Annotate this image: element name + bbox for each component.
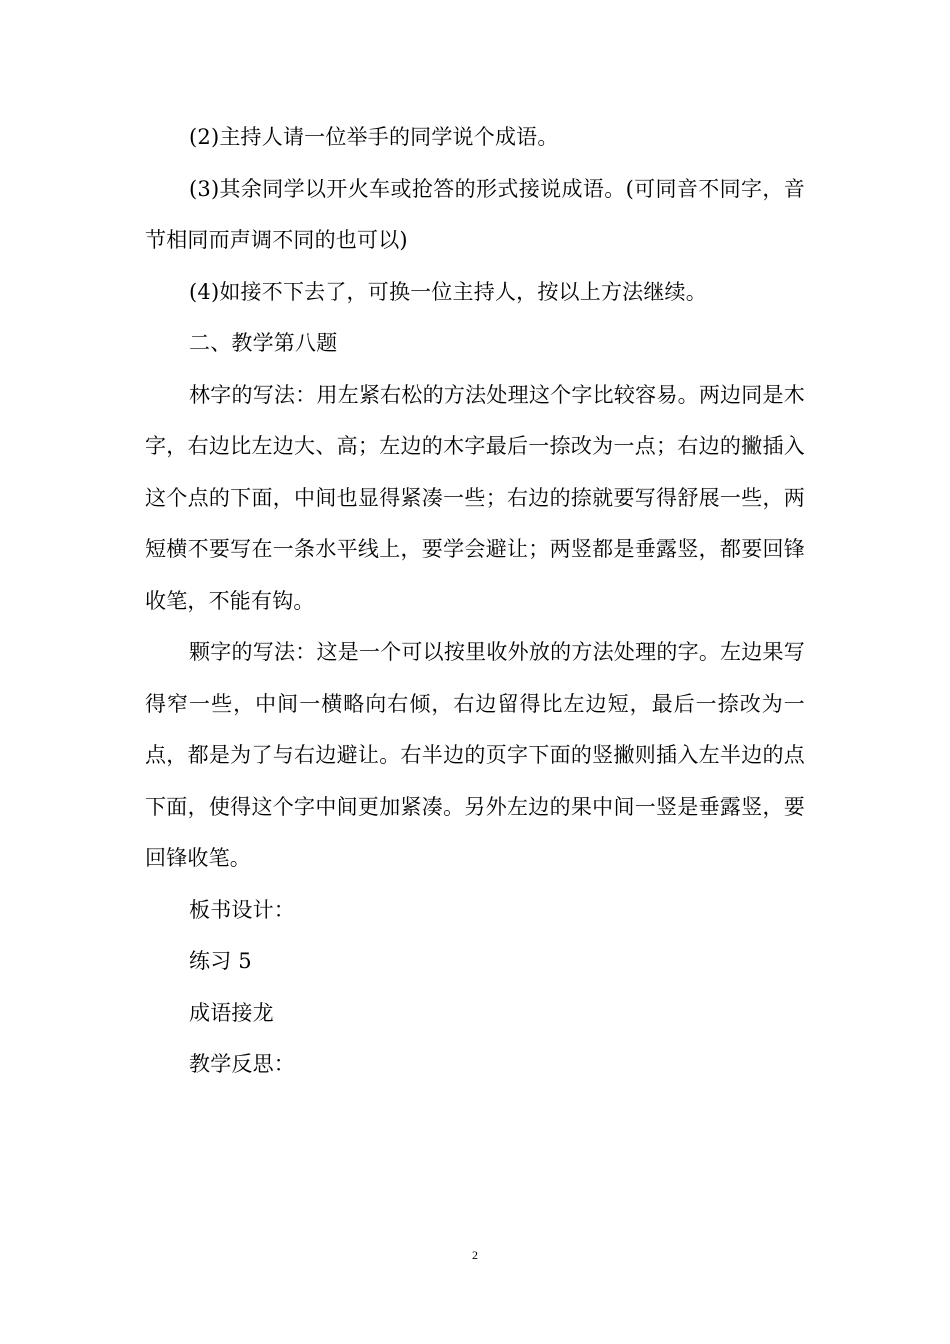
- teaching-reflection-label: 教学反思：: [189, 1052, 295, 1076]
- paragraph-step-3: (3)其余同学以开火车或抢答的形式接说成语。(可同音不同字，音节相同而声调不同的也可以): [145, 176, 805, 252]
- paragraph-step-2: (2)主持人请一位举手的同学说个成语。: [189, 125, 559, 149]
- section-heading: 二、教学第八题: [189, 331, 338, 355]
- board-topic: 成语接龙: [189, 1000, 274, 1025]
- page-number: 2: [472, 1248, 478, 1262]
- paragraph-ke-character: 颗字的写法：这是一个可以按里收外放的方法处理的字。左边果写得窄一些，中间一横略向右倾，右边留得比左边短，最后一捺改为一点，都是为了与右边避让。右半边的页字下面的竖撇则插入左半边的点下面，使得这个字中间更加紧凑。另外左边的果中间一竖是垂露竖，要回锋收笔。: [145, 640, 805, 870]
- board-exercise-title: 练习 5: [189, 949, 252, 973]
- paragraph-step-4: (4)如接不下去了，可换一位主持人，按以上方法继续。: [189, 279, 707, 304]
- body-text: [145, 112, 805, 1091]
- paragraph-lin-character: 林字的写法：用左紧右松的方法处理这个字比较容易。两边同是木字，右边比左边大、高；左边的木字最后一捺改为一点；右边的撇插入这个点的下面，中间也显得紧凑一些；右边的捺就要写得舒展一些，两短横不要写在一条水平线上，要学会避让；两竖都是垂露竖，都要回锋收笔，不能有钩。: [145, 382, 805, 613]
- board-design-label: 板书设计：: [189, 897, 295, 922]
